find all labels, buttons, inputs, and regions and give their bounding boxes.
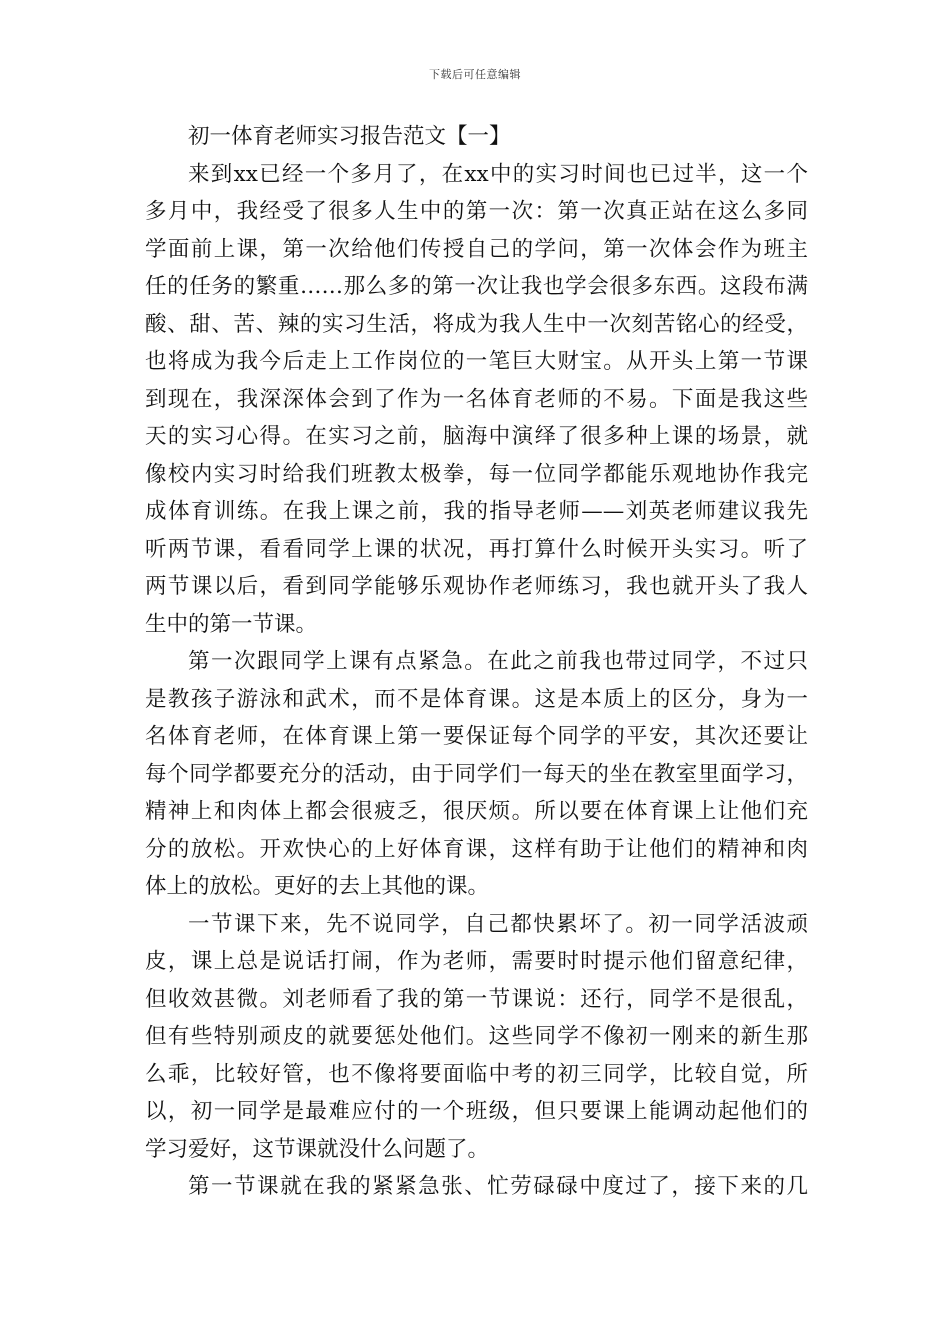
paragraph-line: 第一次跟同学上课有点紧急。在此之前我也带过同学，不过只: [188, 649, 808, 674]
paragraph-line: 么乖，比较好管，也不像将要面临中考的初三同学，比较自觉，所: [145, 1061, 808, 1087]
paragraph-line: 多月中，我经受了很多人生中的第一次：第一次真正站在这么多同: [145, 199, 808, 224]
paragraph-line: 但有些特别顽皮的就要惩处他们。这些同学不像初一刚来的新生那: [145, 1024, 808, 1049]
paragraph: [145, 1168, 808, 1206]
paragraph-line: 学习爱好，这节课就没什么问题了。: [145, 1136, 490, 1162]
document-body: [145, 118, 808, 1206]
paragraph-line: 名体育老师，在体育课上第一要保证每个同学的平安，其次还要让: [145, 724, 808, 749]
document-title: 初一体育老师实习报告范文【一】: [188, 124, 511, 149]
paragraph-line: 成体育训练。在我上课之前，我的指导老师——刘英老师建议我先: [145, 499, 808, 524]
paragraph-line: 精神上和肉体上都会很疲乏，很厌烦。所以要在体育课上让他们充: [145, 799, 808, 824]
paragraph-line: 皮，课上总是说话打闹，作为老师，需要时时提示他们留意纪律，: [145, 949, 808, 974]
paragraph-line: 两节课以后，看到同学能够乐观协作老师练习，我也就开头了我人: [145, 574, 808, 599]
paragraph-line: 学面前上课，第一次给他们传授自己的学问，第一次体会作为班主: [145, 236, 808, 262]
paragraph: [145, 906, 808, 1169]
paragraph: [145, 643, 808, 906]
paragraph-line: 体上的放松。更好的去上其他的课。: [145, 874, 490, 899]
page-header: 下载后可任意编辑: [429, 68, 521, 81]
paragraph-line: 像校内实习时给我们班教太极拳，每一位同学都能乐观地协作我完: [145, 461, 808, 487]
paragraph-line: 以，初一同学是最难应付的一个班级，但只要课上能调动起他们的: [145, 1099, 808, 1124]
paragraph-line: 是教孩子游泳和武术，而不是体育课。这是本质上的区分，身为一: [145, 686, 808, 712]
paragraph-line: 到现在，我深深体会到了作为一名体育老师的不易。下面是我这些: [145, 386, 808, 412]
paragraph-line: 天的实习心得。在实习之前，脑海中演绎了很多种上课的场景，就: [145, 424, 808, 449]
paragraph-line: 但收效甚微。刘老师看了我的第一节课说：还行，同学不是很乱，: [145, 986, 808, 1012]
paragraph-line: 任的任务的繁重……那么多的第一次让我也学会很多东西。这段布满: [145, 274, 808, 299]
paragraph-line: 一节课下来，先不说同学，自己都快累坏了。初一同学活波顽: [188, 911, 808, 937]
paragraph-line: 生中的第一节课。: [145, 611, 318, 637]
paragraph-line: 来到xx已经一个多月了，在xx中的实习时间也已过半，这一个: [188, 161, 808, 187]
paragraph-line: 分的放松。开欢快心的上好体育课，这样有助于让他们的精神和肉: [145, 836, 808, 862]
paragraph-line: 也将成为我今后走上工作岗位的一笔巨大财宝。从开头上第一节课: [145, 349, 808, 374]
paragraph: [145, 156, 808, 644]
paragraph-line: 听两节课，看看同学上课的状况，再打算什么时候开头实习。听了: [145, 536, 808, 562]
paragraph-line: 酸、甜、苦、辣的实习生活，将成为我人生中一次刻苦铭心的经受，: [145, 311, 808, 337]
paragraph-line: 第一节课就在我的紧紧急张、忙劳碌碌中度过了，接下来的几: [188, 1174, 808, 1199]
paragraph-line: 每个同学都要充分的活动，由于同学们一每天的坐在教室里面学习，: [145, 761, 808, 787]
